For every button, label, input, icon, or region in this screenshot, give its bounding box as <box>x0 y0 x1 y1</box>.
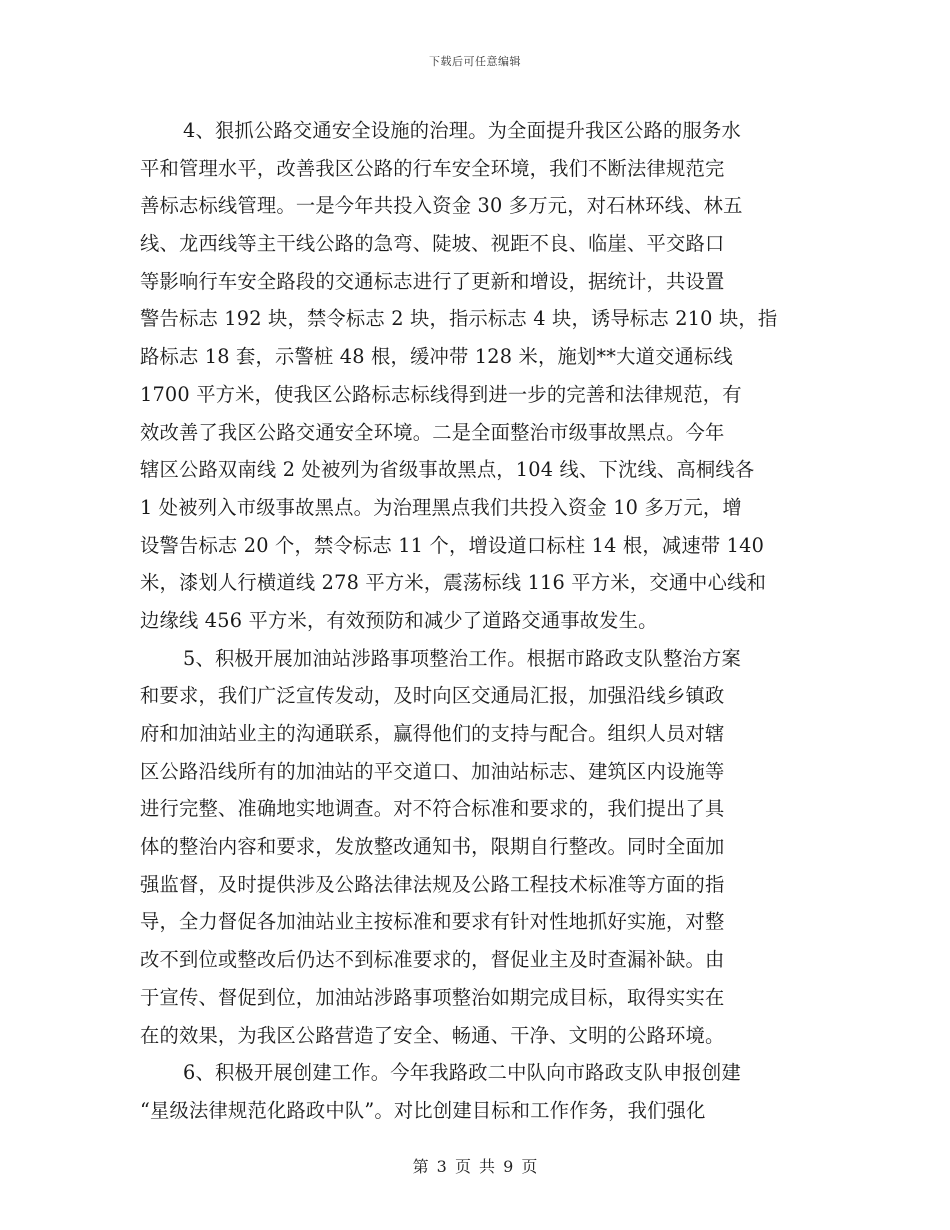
text-line: 在的效果，为我区公路营造了安全、畅通、干净、文明的公路环境。 <box>140 1023 725 1047</box>
document-body <box>140 112 820 1130</box>
text-line: 改不到位或整改后仍达不到标准要求的，督促业主及时查漏补缺。由 <box>140 948 725 972</box>
page-header-note: 下载后可任意编辑 <box>429 55 521 68</box>
text-line: 于宣传、督促到位，加油站涉路事项整治如期完成目标，取得实实在 <box>140 985 725 1009</box>
text-line: 平和管理水平，改善我区公路的行车安全环境，我们不断法律规范完 <box>140 156 725 180</box>
text-line: 1700 平方米，使我区公路标志标线得到进一步的完善和法律规范，有 <box>140 382 742 406</box>
text-line: 区公路沿线所有的加油站的平交道口、加油站标志、建筑区内设施等 <box>140 759 725 783</box>
text-line: 辖区公路双南线 2 处被列为省级事故黑点，104 线、下沈线、高桐线各 <box>140 458 755 482</box>
text-line: 和要求，我们广泛宣传发动，及时向区交通局汇报，加强沿线乡镇政 <box>140 684 725 708</box>
text-line: 6、积极开展创建工作。今年我路政二中队向市路政支队申报创建 <box>183 1061 741 1085</box>
text-line: 设警告标志 20 个，禁令标志 11 个，增设道口标柱 14 根，减速带 140 <box>140 533 765 557</box>
text-line: 5、积极开展加油站涉路事项整治工作。根据市路政支队整治方案 <box>183 646 741 670</box>
text-line: 1 处被列入市级事故黑点。为治理黑点我们共投入资金 10 多万元，增 <box>140 495 742 519</box>
text-line: 强监督，及时提供涉及公路法律法规及公路工程技术标准等方面的指 <box>140 872 725 896</box>
text-line: 进行完整、准确地实地调查。对不符合标准和要求的，我们提出了具 <box>140 797 725 821</box>
text-line: 警告标志 192 块，禁令标志 2 块，指示标志 4 块，诱导标志 210 块，指 <box>140 307 778 331</box>
text-line: 边缘线 456 平方米，有效预防和减少了道路交通事故发生。 <box>140 608 658 632</box>
text-line: 米，漆划人行横道线 278 平方米，震荡标线 116 平方米，交通中心线和 <box>140 571 767 595</box>
page-number-footer: 第 3 页 共 9 页 <box>412 1157 538 1176</box>
text-line: 路标志 18 套，示警桩 48 根，缓冲带 128 米，施划**大道交通标线 <box>140 345 733 369</box>
text-line: 4、狠抓公路交通安全设施的治理。为全面提升我区公路的服务水 <box>183 119 741 142</box>
text-line: 导，全力督促各加油站业主按标准和要求有针对性地抓好实施，对整 <box>140 910 725 934</box>
text-line: 效改善了我区公路交通安全环境。二是全面整治市级事故黑点。今年 <box>140 420 725 444</box>
text-line: “星级法律规范化路政中队”。对比创建目标和工作作务，我们强化 <box>140 1098 706 1122</box>
text-line: 线、龙西线等主干线公路的急弯、陡坡、视距不良、临崖、平交路口 <box>140 232 725 256</box>
text-line: 体的整治内容和要求，发放整改通知书，限期自行整改。同时全面加 <box>140 835 725 859</box>
text-line: 府和加油站业主的沟通联系，赢得他们的支持与配合。组织人员对辖 <box>140 722 725 745</box>
text-line: 等影响行车安全路段的交通标志进行了更新和增设，据统计，共设置 <box>140 269 725 293</box>
text-line: 善标志标线管理。一是今年共投入资金 30 多万元，对石林环线、林五 <box>140 194 743 218</box>
